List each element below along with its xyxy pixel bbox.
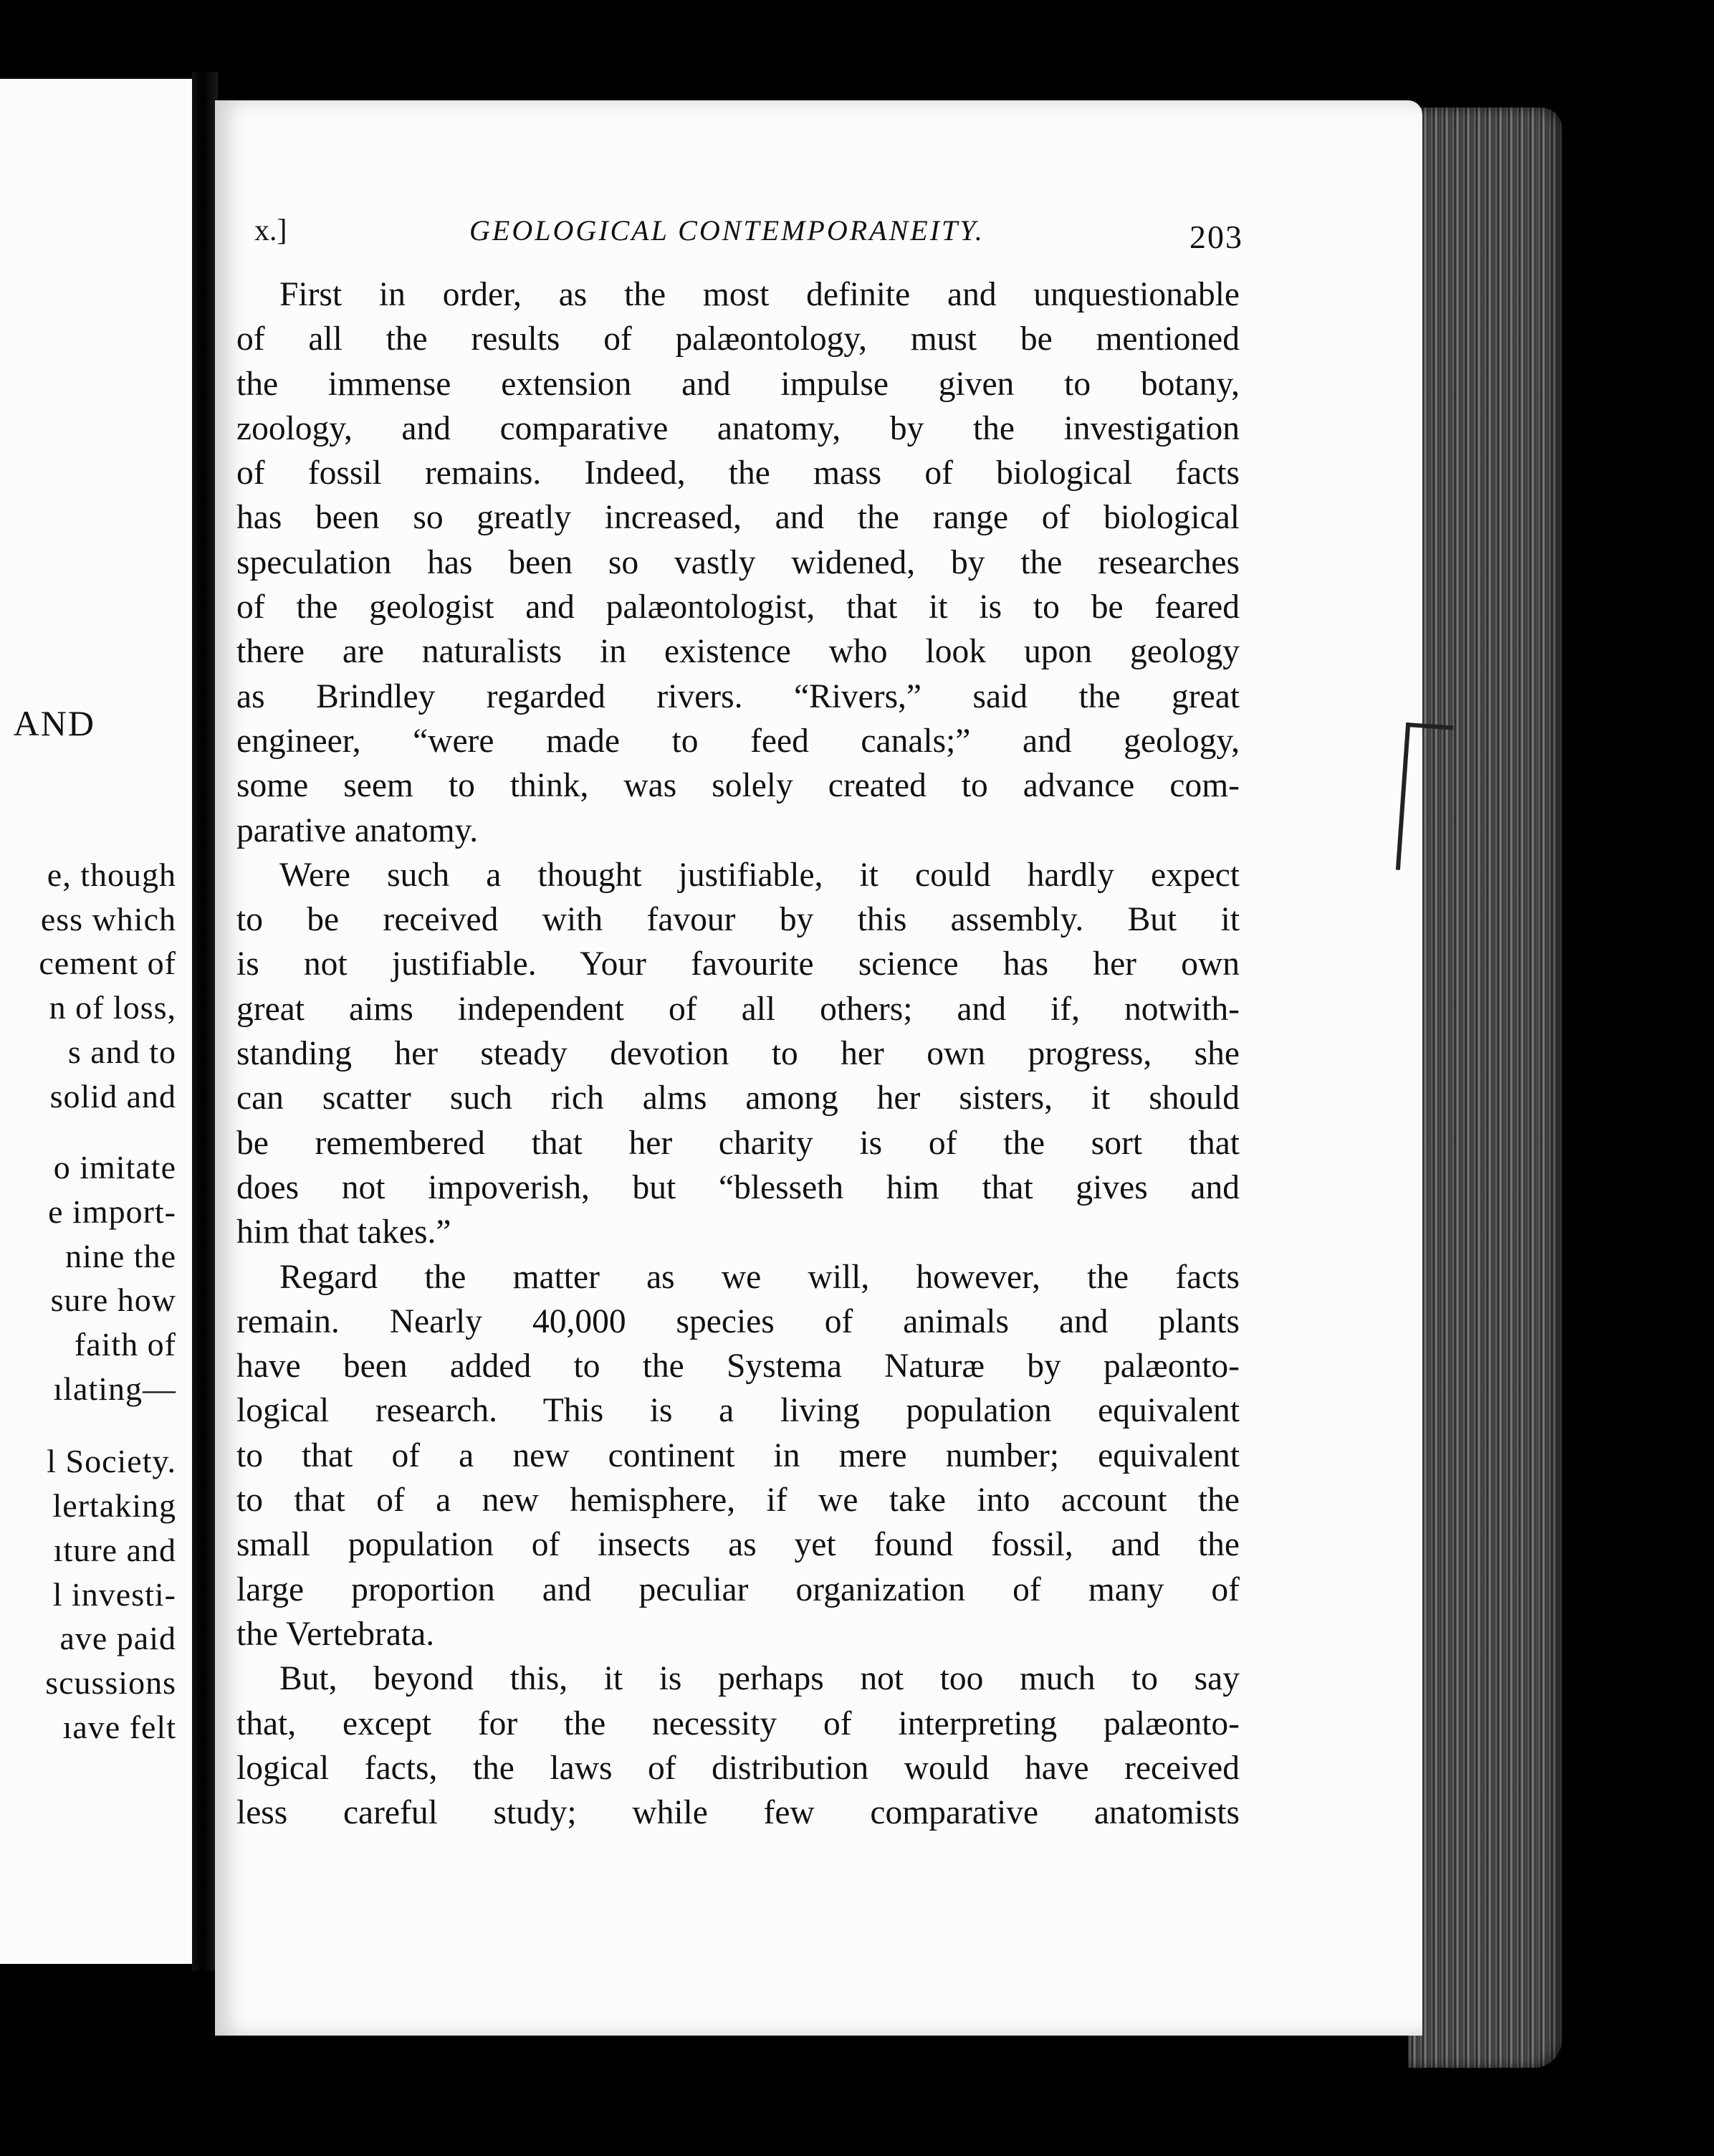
text-line: large proportion and peculiar organization of many of <box>236 1570 1240 1608</box>
chapter-number: x.] <box>254 214 287 247</box>
text-line: the Vertebrata. <box>236 1615 435 1653</box>
text-line: of all the results of palæontology, must be mentioned <box>236 320 1240 358</box>
text-line: that, except for the necessity of interpreting palæonto- <box>236 1704 1240 1742</box>
text-line: of the geologist and palæontologist, that it is to be feared <box>236 588 1240 626</box>
left-line: o imitate <box>53 1149 176 1186</box>
page-body <box>236 272 1240 1835</box>
left-line: scussions <box>45 1664 176 1701</box>
text-line: speculation has been so vastly widened, by the researches <box>236 543 1240 581</box>
text-line: to that of a new hemisphere, if we take into account the <box>236 1482 1240 1520</box>
text-line: to be received with favour by this assembly. But it <box>236 901 1240 939</box>
left-line: l Society. <box>47 1443 176 1480</box>
text-line: But, beyond this, it is perhaps not too much to say <box>279 1660 1240 1698</box>
text-line: Regard the matter as we will, however, the facts <box>279 1258 1240 1296</box>
left-line: e import- <box>48 1193 176 1230</box>
left-line: lertaking <box>52 1487 176 1525</box>
text-line: have been added to the Systema Naturæ by palæonto- <box>236 1348 1240 1385</box>
text-line: parative anatomy. <box>236 811 479 849</box>
text-line: great aims independent of all others; and if, notwith- <box>236 990 1240 1028</box>
left-line: solid and <box>49 1077 176 1115</box>
left-line: faith of <box>74 1326 176 1363</box>
left-line: n of loss, <box>49 989 176 1026</box>
text-line: the immense extension and impulse given to botany, <box>236 365 1240 403</box>
left-line: ess which <box>40 900 176 938</box>
left-page <box>0 79 192 1964</box>
page-edges <box>1408 108 1562 2068</box>
text-line: of fossil remains. Indeed, the mass of biological facts <box>236 454 1240 492</box>
text-line: Were such a thought justifiable, it could hardly expect <box>279 856 1240 894</box>
text-line: zoology, and comparative anatomy, by the investigation <box>236 409 1240 447</box>
text-line: as Brindley regarded rivers. “Rivers,” said the great <box>236 677 1240 715</box>
text-line: does not impoverish, but “blesseth him that gives and <box>236 1168 1240 1206</box>
text-line: has been so greatly increased, and the range of biological <box>236 499 1240 537</box>
text-line: less careful study; while few comparative anatomists <box>236 1794 1240 1832</box>
text-line: to that of a new continent in mere number; equivalent <box>236 1436 1240 1474</box>
text-line: small population of insects as yet found fossil, and the <box>236 1526 1240 1564</box>
left-line: sure how <box>50 1282 176 1319</box>
text-line: there are naturalists in existence who look upon geology <box>236 633 1240 671</box>
left-line: ave paid <box>59 1620 176 1657</box>
text-line: him that takes.” <box>236 1213 451 1251</box>
left-line: cement of <box>39 945 176 982</box>
text-line: logical facts, the laws of distribution would have received <box>236 1749 1240 1787</box>
running-head <box>254 214 1243 257</box>
left-line: s and to <box>67 1033 176 1070</box>
running-title: GEOLOGICAL CONTEMPORANEITY. <box>469 214 985 247</box>
text-line: is not justifiable. Your favourite science has her own <box>236 945 1240 983</box>
text-line: logical research. This is a living population equivalent <box>236 1392 1240 1430</box>
left-line: ıave felt <box>62 1708 176 1745</box>
left-line: nine the <box>65 1237 176 1274</box>
left-page-heading-fragment: AND <box>13 703 95 743</box>
text-line: can scatter such rich alms among her sisters, it should <box>236 1079 1240 1117</box>
text-line: engineer, “were made to feed canals;” and geology, <box>236 722 1240 760</box>
book-gutter <box>192 72 218 1971</box>
left-line: ıture and <box>53 1531 176 1568</box>
page-number: 203 <box>1189 219 1243 255</box>
text-line: standing her steady devotion to her own progress, she <box>236 1035 1240 1073</box>
text-line: remain. Nearly 40,000 species of animals and plants <box>236 1302 1240 1340</box>
text-line: First in order, as the most definite and unquestionable <box>279 276 1240 313</box>
left-line: l investi- <box>52 1575 176 1613</box>
left-page-text <box>39 853 176 1749</box>
left-line: e, though <box>47 857 176 893</box>
left-line: ılating— <box>53 1370 176 1407</box>
text-line: be remembered that her charity is of the sort that <box>236 1124 1240 1162</box>
text-line: some seem to think, was solely created to advance com- <box>236 767 1240 805</box>
